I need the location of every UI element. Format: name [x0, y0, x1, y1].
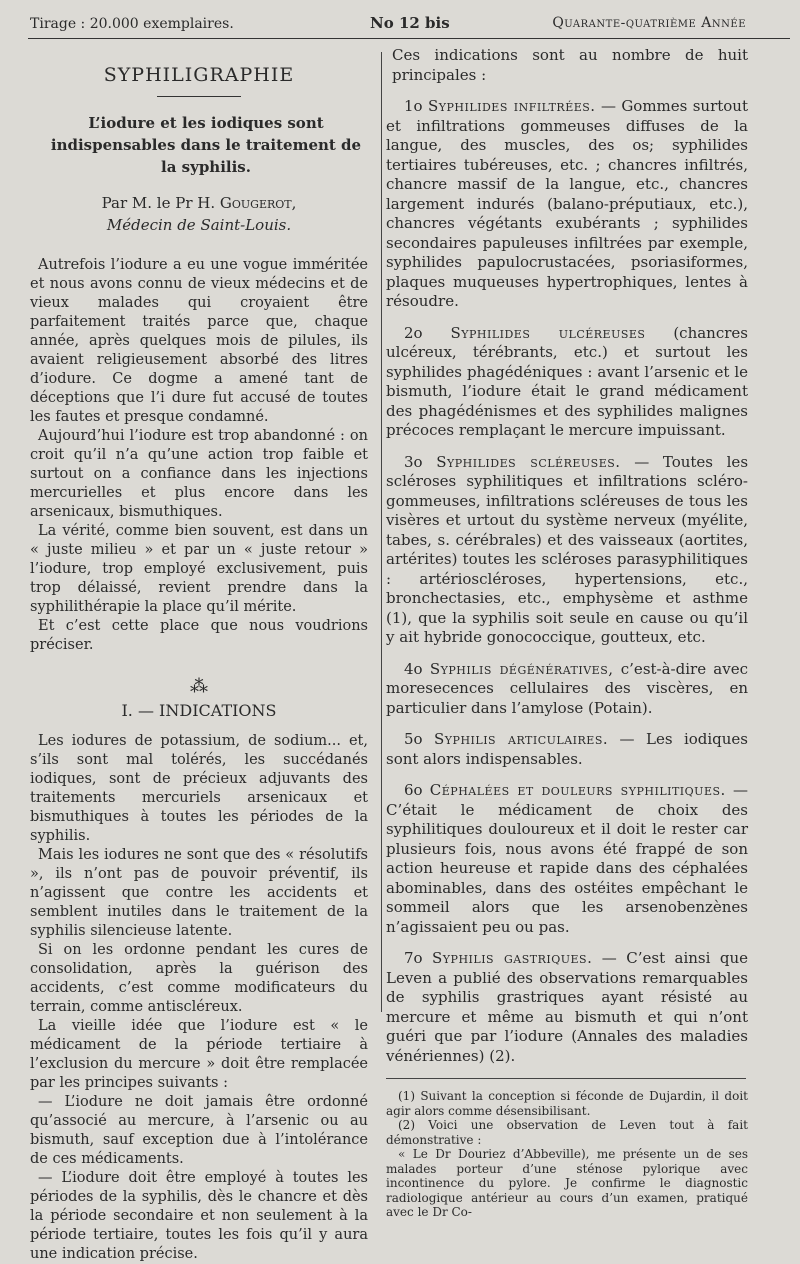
- item-number: 2o: [404, 323, 451, 342]
- item-label: Syphilides scléreuses.: [436, 452, 621, 471]
- indication-item: [386, 660, 748, 719]
- author-name: Gougerot,: [219, 194, 297, 212]
- item-number: 5o: [404, 730, 435, 748]
- byline-prefix: Par M. le Pr H.: [101, 194, 220, 212]
- item-text: (chancres ulcéreux, térébrants, etc.) et surtout les syphilides phagédéniques : avant l’arsenic et le bismuth, l’iodure était le grand médicament des phagédénismes et des syphilides malignes précoces remplaçant le mercure impuissant.: [386, 323, 748, 439]
- body-paragraph: — L’iodure doit être employé à toutes les périodes de la syphilis, dès le chancre et dès la période secondaire et non seulement à la période tertiaire, toutes les fois qu’il y aura une indication précise.: [30, 1170, 368, 1262]
- item-text: — Gommes surtout et infiltrations gommeuses diffuses de la langue, des muscles, des os; syphilides tertiaires tubéreuses, etc. ; chancres infiltrés, chancre massif de la langue, etc., chancres largement indurés (balano-préputiaux, etc.), chancres végétants exubérants ; syphilides secondaires papuleuses infiltrées par exemple, syphilides papulocrustacées, psoriasiformes, plaques muqueuses hypertrophiques, lentes à résoudre.: [386, 97, 748, 310]
- item-number: 7o: [404, 949, 433, 967]
- right-column: [386, 46, 748, 1220]
- byline: [30, 192, 368, 214]
- year-label: Quarante-quatrième Année: [552, 15, 746, 31]
- item-label: Syphilides infiltrées.: [427, 97, 596, 115]
- item-label: Syphilides ulcéreuses: [450, 323, 646, 342]
- intro-paragraph: Et c’est cette place que nous voudrions préciser.: [30, 618, 368, 653]
- left-column: [30, 46, 368, 1264]
- indication-item: [386, 324, 748, 441]
- footnote: « Le Dr Douriez d’Abbeville), me présente un de ses malades porteur d’une sténose pylorique avec incontinence du pylore. Je confirme le diagnostic radiologique antérieur au cours d’un examen, pratiqué avec le Dr Co-: [386, 1147, 748, 1219]
- column-divider: [381, 52, 382, 1012]
- intro-paragraph: Aujourd’hui l’iodure est trop abandonné : on croit qu’il n’a qu’une action trop faible et surtout on a confiance dans les injections mercurielles et plus encore dans les arsenicaux, bismuthiques.: [30, 428, 368, 520]
- footnote: (2) Voici une observation de Leven tout à fait démonstrative :: [386, 1118, 748, 1147]
- body-paragraph: Mais les iodures ne sont que des « résolutifs », ils n’ont pas de pouvoir préventif, ils n’agissent que contre les accidents et semblent inutiles dans le traitement de la syphilis silencieuse latente.: [30, 847, 368, 939]
- body-paragraph: — L’iodure ne doit jamais être ordonné qu’associé au mercure, à l’arsenic ou au bismuth, sauf exception due à l’intolérance de ces médicaments.: [30, 1094, 368, 1167]
- item-label: Céphalées et douleurs syphilitiques.: [429, 781, 726, 799]
- item-number: 1o: [404, 97, 428, 115]
- section-heading: I. — INDICATIONS: [121, 701, 277, 720]
- item-text: — Toutes les scléroses syphilitiques et infiltrations scléro-gommeuses, infiltrations scléreuses de tous les visères et urtout du système nerveux (myélite, tabes, s. cérébrales) et des vaisseaux (aortites, artérites) toutes les scléroses parasyphilitiques : artérioscléroses, hypertensions, etc., bronchectasies, etc., emphysème et asthme (1), que la syphilis soit seule en cause ou qu’il y ait hybride gonococcique, goutteux, etc.: [386, 452, 749, 646]
- body-paragraph: La vieille idée que l’iodure est « le médicament de la période tertiaire à l’exclusion du mercure » doit être remplacée par les principes suivants :: [30, 1018, 368, 1091]
- issue-number: No 12 bis: [370, 14, 450, 32]
- running-header: [30, 12, 776, 38]
- indication-item: [386, 949, 748, 1066]
- body-paragraph: Si on les ordonne pendant les cures de consolidation, après la guérison des accidents, c’est comme modificateurs du terrain, comme antiscléreux.: [30, 942, 368, 1015]
- section-title: SYPHILIGRAPHIE: [103, 64, 295, 86]
- asterism: ⁂: [190, 676, 208, 697]
- author-affiliation: Médecin de Saint-Louis.: [106, 216, 292, 234]
- item-label: Syphilis dégénératives,: [429, 659, 614, 678]
- title-rule: [157, 96, 241, 97]
- item-text: — C’était le médicament de choix des syphilitiques douloureux et il doit le rester car plusieurs fois, nous avons été frappé de son action heureuse et rapide dans des céphalées abominables, dans des ostéites empêchant le sommeil alors que les arsenobenzènes n’agissaient peu ou pas.: [386, 781, 748, 936]
- article-title: L’iodure et les iodiques sont indispensables dans le traitement de la syphilis.: [50, 114, 362, 176]
- item-text: — C’est ainsi que Leven a publié des observations remarquables de syphilis grastriques ayant résisté au mercure et même au bismuth et qui n’ont guéri que par l’iodure (Annales des maladies vénériennes) (2).: [386, 949, 748, 1065]
- item-number: 6o: [404, 781, 430, 799]
- item-number: 3o: [404, 452, 437, 471]
- indication-item: [386, 453, 748, 648]
- intro-paragraph: La vérité, comme bien souvent, est dans un « juste milieu » et par un « juste retour » l’iodure, trop employé exclusivement, puis trop délaissé, revient prendre dans la syphilithérapie la place qu’il mérite.: [30, 523, 368, 615]
- body-paragraph: Les iodures de potassium, de sodium... et, s’ils sont mal tolérés, les succédanés iodiques, sont de précieux adjuvants des traitements mercuriels arsenicaux et bismuthiques à toutes les périodes de la syphilis.: [30, 733, 368, 844]
- indication-item: [386, 781, 748, 937]
- footnote: (1) Suivant la conception si féconde de Dujardin, il doit agir alors comme désensibilisant.: [386, 1089, 748, 1118]
- item-label: Syphilis articulaires.: [434, 730, 609, 748]
- item-text: — Les iodiques sont alors indispensables.: [386, 730, 749, 768]
- header-rule: [28, 38, 790, 39]
- item-label: Syphilis gastriques.: [432, 949, 593, 967]
- intro-paragraph: Autrefois l’iodure a eu une vogue imméritée et nous avons connu de vieux médecins et de vieux malades qui croyaient être parfaitement traités parce que, chaque année, après quelques mois de pilules, ils avaient religieusement absorbé des litres d’iodure. Ce dogme a amené tant de déceptions que l’i dure fut accusé de toutes les fautes et presque condamné.: [30, 257, 368, 425]
- indication-item: [386, 730, 748, 769]
- item-text: c’est-à-dire avec moresecences cellulaires des viscères, en particulier dans l’amylose (Potain).: [386, 659, 748, 717]
- footnote-rule: [386, 1078, 746, 1079]
- item-number: 4o: [404, 659, 430, 678]
- indications-intro: Ces indications sont au nombre de huit principales :: [392, 46, 748, 84]
- print-run: Tirage : 20.000 exemplaires.: [30, 16, 234, 32]
- indication-item: [386, 97, 748, 312]
